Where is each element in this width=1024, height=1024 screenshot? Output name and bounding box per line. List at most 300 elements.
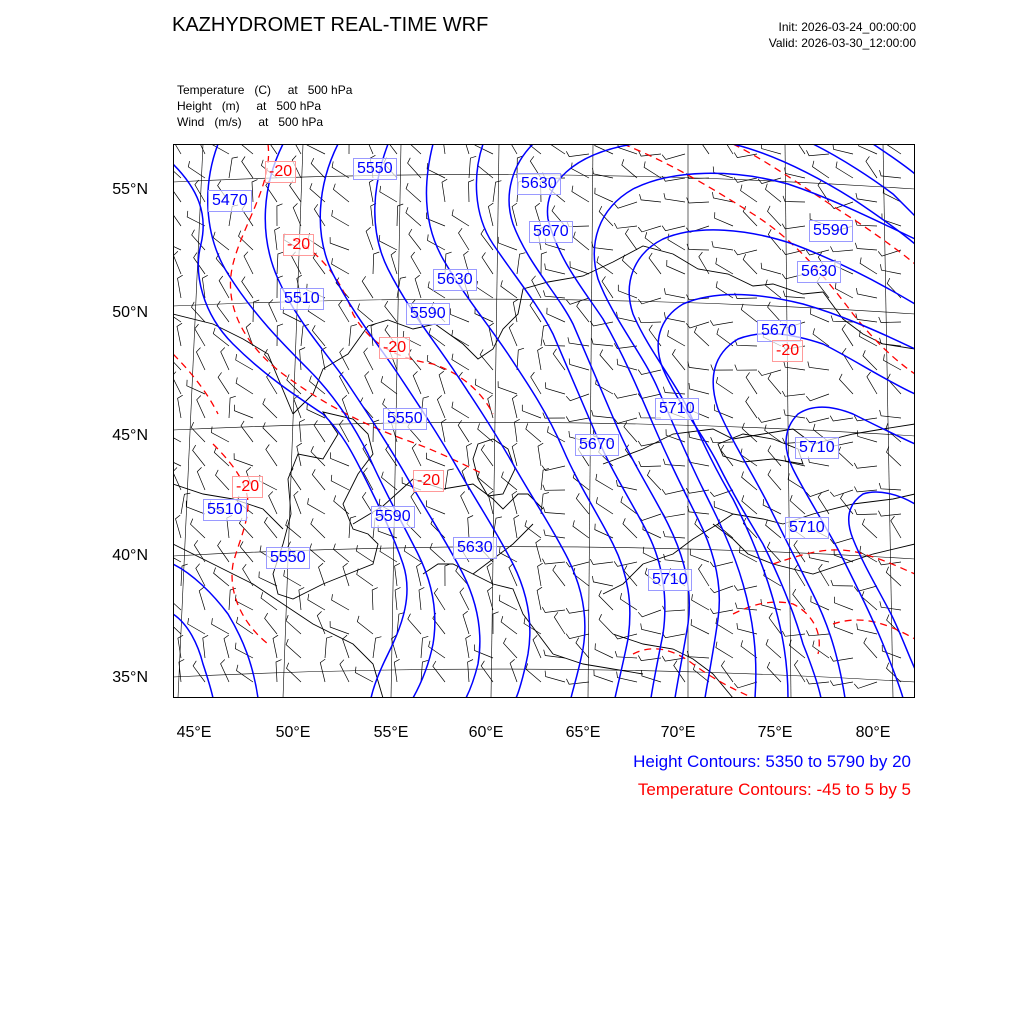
height-contour-label: 5710 [785, 517, 829, 539]
height-contour-label: 5550 [266, 547, 310, 569]
wind-barb [216, 470, 230, 490]
wind-barb [880, 338, 901, 346]
wind-barb [313, 253, 325, 274]
wind-barb [663, 606, 686, 611]
wind-barb [855, 509, 877, 514]
wind-barb [596, 378, 613, 394]
wind-barb [343, 635, 350, 658]
wind-barb [381, 376, 397, 394]
wind-barb [687, 651, 709, 658]
wind-barb [493, 612, 499, 634]
wind-barb [642, 670, 661, 682]
wind-barb [667, 260, 685, 274]
height-contour-label: 5630 [433, 269, 477, 291]
lon-label-70: 70°E [660, 724, 696, 741]
wind-barb [647, 470, 661, 490]
variable-temperature: Temperature (C) at 500 hPa [177, 83, 353, 97]
wind-barb [229, 396, 236, 418]
wind-barb [476, 281, 493, 298]
wind-barb [715, 212, 733, 226]
wind-barb [569, 359, 589, 371]
wind-barb [599, 590, 613, 610]
wind-barb [602, 276, 613, 298]
wind-barb [710, 586, 733, 593]
wind-barb [291, 144, 301, 154]
wind-barb [395, 563, 400, 586]
wind-barb [373, 252, 379, 274]
wind-barb [614, 561, 637, 566]
map-panel [173, 144, 915, 698]
lat-label-45: 45°N [112, 427, 148, 444]
height-contour-label: 5710 [648, 569, 692, 591]
lon-label-75: 75°E [757, 724, 793, 741]
wind-barb [664, 193, 685, 202]
wind-barb [543, 485, 565, 491]
wind-barb [880, 264, 901, 274]
wind-barb [640, 194, 662, 202]
wind-barb [512, 491, 517, 514]
wind-barb [808, 362, 829, 371]
wind-barb [332, 210, 349, 226]
wind-barb [746, 372, 757, 394]
wind-barb [686, 322, 709, 328]
height-contour-label: 5550 [383, 408, 427, 430]
wind-barb [614, 418, 637, 423]
wind-barb [596, 474, 613, 490]
wind-barb [286, 615, 301, 634]
wind-barb [687, 244, 709, 250]
lon-label-45: 45°E [176, 724, 212, 741]
wind-barb [173, 372, 181, 394]
wind-barb [277, 204, 283, 226]
wind-barb [662, 489, 685, 494]
wind-barb [366, 227, 373, 250]
wind-barb [577, 301, 589, 322]
wind-barb [761, 599, 781, 610]
wind-barb [526, 663, 541, 682]
wind-barb [380, 186, 397, 202]
height-contour-label: 5590 [809, 220, 853, 242]
wind-barb [196, 348, 205, 370]
wind-barb [592, 338, 614, 346]
wind-barb [649, 253, 661, 274]
wind-barb [379, 235, 397, 250]
wind-barb [692, 594, 709, 610]
wind-barb [712, 241, 733, 250]
variable-height: Height (m) at 500 hPa [177, 99, 322, 113]
wind-barb [236, 377, 253, 394]
wind-barb [237, 617, 254, 634]
chart-title: KAZHYDROMET REAL-TIME WRF [172, 14, 489, 36]
wind-barb [173, 236, 181, 251]
wind-barb [710, 562, 733, 567]
wind-barb [687, 198, 709, 204]
wind-barb [493, 181, 501, 202]
lat-label-40: 40°N [112, 547, 148, 564]
wind-barb [721, 661, 733, 682]
height-contour-label: 5670 [757, 320, 801, 342]
wind-barb [541, 493, 549, 515]
wind-barb [314, 420, 325, 442]
wind-barb [891, 516, 901, 538]
wind-barb [714, 501, 733, 514]
wind-barb [782, 391, 805, 396]
temperature-contour-label: -20 [772, 340, 803, 362]
wind-barb [173, 546, 181, 562]
wind-barb [624, 422, 637, 442]
wind-barb [716, 642, 733, 658]
wind-barb [566, 151, 589, 156]
wind-barb [838, 447, 853, 466]
wind-barb [469, 180, 475, 202]
height-contour-label: 5590 [371, 506, 415, 528]
wind-barb [734, 585, 757, 590]
wind-barb [442, 144, 447, 154]
wind-barb [211, 427, 229, 442]
wind-barb [234, 453, 253, 466]
wind-barb [273, 635, 278, 658]
wind-barb [176, 515, 182, 538]
wind-barb [537, 587, 542, 610]
wind-barb [488, 491, 493, 514]
wind-barb [252, 180, 258, 202]
wind-barb [862, 519, 877, 538]
wind-barb [693, 664, 709, 682]
wind-barb [197, 467, 205, 490]
wind-barb [742, 423, 757, 442]
wind-barb [793, 589, 805, 610]
wind-barb [242, 157, 253, 179]
wind-barb [835, 283, 853, 298]
wind-barb [766, 184, 782, 202]
wind-barb [766, 280, 782, 298]
wind-barb [433, 661, 445, 682]
wind-barb [406, 144, 421, 154]
wind-barb [356, 545, 373, 562]
wind-barb [768, 470, 781, 491]
wind-barb [790, 495, 805, 514]
wind-barb [238, 144, 253, 154]
wind-barb [856, 288, 877, 298]
wind-barb [819, 564, 829, 586]
wind-barb [735, 603, 757, 610]
height-contour-label: 5630 [517, 173, 561, 195]
wind-barb [478, 472, 493, 491]
wind-barb [595, 188, 613, 202]
temperature-contour-label: -20 [379, 337, 410, 359]
wind-barb [294, 491, 301, 514]
wind-barb [734, 682, 757, 688]
wind-barb [622, 159, 637, 178]
wind-barb [468, 516, 473, 539]
wind-barb [517, 253, 525, 274]
wind-barb [461, 492, 469, 515]
wind-barb [833, 144, 853, 154]
wind-barb [712, 192, 733, 202]
wind-barb [768, 302, 781, 322]
wind-barb [839, 374, 853, 394]
wind-barb [362, 276, 373, 298]
wind-barb [758, 418, 781, 423]
wind-barb [538, 443, 543, 466]
wind-barb [536, 539, 541, 562]
wind-barb [365, 144, 373, 154]
wind-barb [412, 444, 421, 466]
wind-barb [234, 405, 253, 418]
wind-barb [866, 156, 877, 178]
wind-barb [173, 426, 181, 442]
lon-label-65: 65°E [565, 724, 601, 741]
wind-barb [857, 430, 877, 442]
wind-barb [173, 468, 181, 491]
temperature-contour-label: -20 [283, 234, 314, 256]
wind-barb [746, 397, 757, 418]
wind-barb [173, 591, 181, 610]
lon-label-55: 55°E [373, 724, 409, 741]
wind-barb [451, 308, 470, 322]
wind-barb [716, 258, 733, 274]
wind-barb [662, 226, 685, 231]
wind-barb [545, 382, 565, 394]
height-contour-label: 5710 [795, 437, 839, 459]
wind-barb [854, 463, 877, 468]
wind-barb [512, 395, 517, 418]
wind-barb [452, 354, 469, 370]
wind-barb [590, 559, 613, 564]
wind-barb [442, 179, 447, 202]
wind-barb [409, 229, 421, 250]
wind-barb [241, 421, 253, 442]
wind-barb [513, 299, 518, 322]
wind-barb [355, 667, 373, 682]
wind-barb [372, 588, 378, 610]
wind-barb [290, 469, 301, 491]
wind-barb [509, 564, 517, 587]
wind-barb [614, 223, 637, 228]
wind-barb [806, 394, 829, 401]
wind-barb [594, 670, 613, 683]
wind-barb [218, 541, 229, 562]
wind-barb [543, 340, 565, 346]
wind-barb [811, 308, 829, 322]
wind-barb [501, 616, 517, 634]
wind-barb [541, 252, 547, 274]
wind-barb [522, 405, 541, 418]
wind-barb [784, 361, 805, 370]
wind-barb [191, 519, 206, 538]
wind-barb [365, 372, 373, 395]
wind-barb [319, 563, 326, 586]
wind-barb [879, 483, 901, 490]
wind-barb [332, 594, 349, 610]
wind-barb [332, 258, 349, 274]
wind-barb [460, 588, 469, 610]
wind-barb [699, 564, 710, 586]
wind-barb [357, 616, 373, 634]
wind-barb [691, 619, 709, 634]
height-contour-legend: Height Contours: 5350 to 5790 by 20 [633, 752, 911, 771]
wind-barb [499, 595, 517, 610]
wind-barb [173, 205, 181, 226]
wind-barb [710, 609, 733, 614]
wind-barb [734, 153, 757, 158]
height-contour-label: 5510 [280, 288, 324, 310]
wind-barb [638, 226, 661, 232]
wind-barb [806, 490, 829, 497]
wind-barb [221, 348, 229, 371]
wind-barb [427, 500, 446, 514]
wind-barb [173, 144, 181, 154]
wind-barb [293, 203, 301, 226]
wind-barb [618, 285, 637, 298]
temperature-contour-legend: Temperature Contours: -45 to 5 by 5 [637, 780, 911, 799]
wind-barb [467, 443, 472, 466]
wind-barb [427, 163, 445, 178]
wind-barb [806, 418, 829, 423]
wind-barb [614, 202, 637, 208]
wind-barb [203, 635, 208, 658]
lon-label-60: 60°E [468, 724, 504, 741]
wind-barb [566, 394, 589, 401]
wind-barb [668, 330, 685, 346]
wind-barb [445, 469, 454, 490]
wind-barb [308, 498, 325, 514]
wind-barb [275, 227, 280, 250]
wind-barb [794, 660, 805, 682]
wind-barb [311, 446, 325, 466]
wind-barb [590, 321, 613, 326]
wind-barb [221, 660, 229, 683]
wind-barb [830, 656, 853, 661]
wind-barb [421, 636, 428, 658]
wind-barb [468, 660, 473, 683]
wind-barb [672, 349, 685, 370]
wind-barb [330, 237, 349, 250]
wind-barb [212, 618, 229, 634]
wind-barb [517, 348, 524, 370]
wind-barb [173, 452, 181, 467]
wind-barb [716, 377, 733, 394]
wind-barb [480, 349, 493, 370]
wind-barb [854, 487, 877, 492]
wind-barb [854, 682, 877, 688]
wind-barb [766, 520, 781, 539]
wind-barb [595, 643, 613, 658]
wind-barb [686, 488, 709, 493]
wind-barb [334, 495, 349, 514]
wind-barb [498, 381, 517, 394]
wind-barb [299, 587, 304, 610]
wind-barb [886, 567, 901, 586]
wind-barb [330, 621, 349, 634]
lon-label-50: 50°E [275, 724, 311, 741]
wind-barb [880, 410, 901, 418]
wind-barb [452, 402, 469, 418]
wind-barb [178, 275, 183, 298]
wind-barb [214, 447, 229, 466]
wind-barb [783, 196, 805, 202]
wind-barb [300, 348, 306, 371]
wind-barb [197, 396, 205, 419]
variable-list [177, 82, 352, 130]
wind-barb [639, 317, 661, 323]
wind-barb [735, 340, 757, 346]
wind-barb [475, 144, 493, 154]
wind-barb [417, 563, 422, 586]
wind-barb [408, 349, 421, 370]
wind-barb [741, 304, 757, 322]
wind-barb [830, 416, 853, 421]
wind-barb [310, 544, 325, 563]
wind-barb [545, 671, 565, 682]
wind-barb [688, 506, 710, 514]
wind-barb [349, 144, 355, 154]
wind-barb [195, 180, 205, 202]
wind-barb [333, 184, 349, 202]
wind-barb [276, 660, 282, 682]
wind-barb [458, 420, 469, 442]
wind-barb [174, 251, 182, 274]
wind-barb [794, 144, 805, 154]
wind-barb [514, 419, 519, 442]
wind-barb [339, 300, 349, 322]
wind-barb [664, 288, 685, 298]
wind-barb [514, 515, 519, 538]
wind-barb [173, 350, 181, 370]
wind-barb [662, 154, 685, 160]
wind-barb [599, 614, 613, 634]
wind-barb [439, 371, 445, 394]
valid-time: Valid: 2026-03-30_12:00:00 [768, 36, 916, 50]
wind-barb [541, 469, 549, 491]
wind-barb [831, 580, 853, 586]
lat-label-50: 50°N [112, 304, 148, 321]
wind-barb [299, 419, 304, 442]
wind-barb [663, 459, 685, 466]
wind-barb [742, 472, 757, 491]
wind-barb [265, 613, 277, 634]
wind-barb [214, 568, 229, 587]
wind-barb [767, 662, 781, 682]
wind-barb [264, 517, 277, 538]
wind-barb [385, 301, 397, 322]
init-time: Init: 2026-03-24_00:00:00 [778, 20, 916, 34]
wind-barb [229, 588, 236, 610]
wind-barb [235, 595, 253, 610]
wind-barb [224, 635, 229, 658]
wind-barb [290, 181, 301, 202]
variable-wind: Wind (m/s) at 500 hPa [177, 115, 324, 129]
wind-barb [181, 493, 190, 514]
wind-barb [524, 618, 541, 634]
wind-barb [463, 611, 469, 634]
wind-barb [596, 497, 613, 514]
wind-barb [269, 492, 277, 515]
wind-barb [856, 314, 877, 323]
wind-barb [784, 409, 805, 418]
height-contour-label: 5630 [797, 261, 841, 283]
wind-barb [566, 298, 589, 304]
height-contour-label: 5630 [453, 537, 497, 559]
wind-barb [478, 160, 494, 178]
wind-barb [229, 157, 238, 178]
wind-barb [782, 631, 805, 636]
wind-barb [526, 423, 541, 442]
wind-barb [240, 541, 253, 562]
wind-barb [638, 514, 661, 521]
wind-barb [864, 638, 877, 658]
wind-barb [722, 144, 733, 154]
